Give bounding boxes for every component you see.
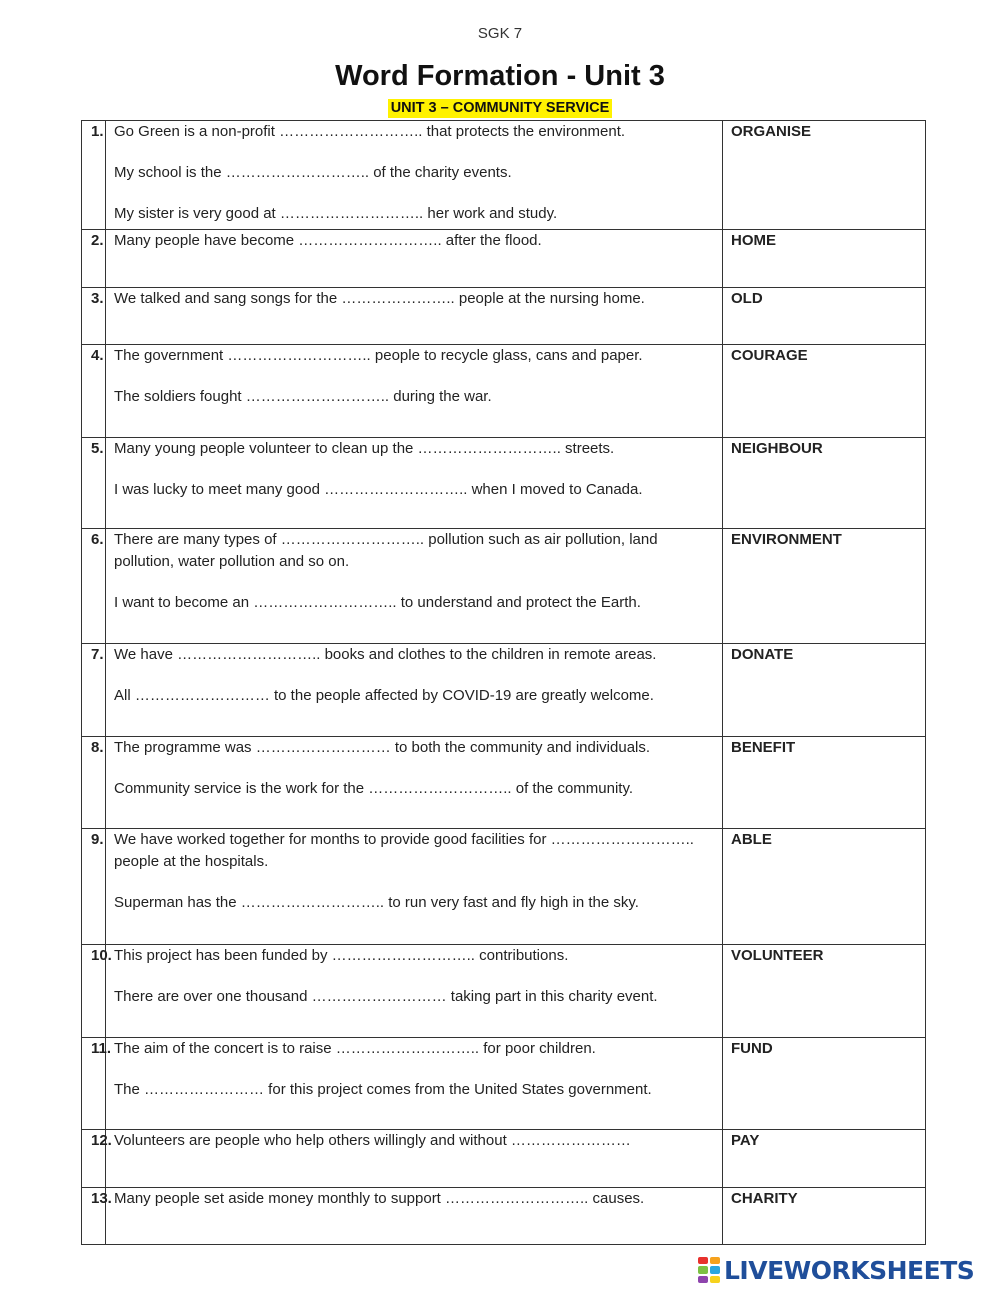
exercise-row xyxy=(82,529,926,644)
sentence-text: All ……………………… to the people affected by COVID-19 are greatly welcome. xyxy=(114,687,654,704)
sentence-text: Superman has the ……………………….. to run very fast and fly high in the sky. xyxy=(114,894,639,911)
exercise-row xyxy=(82,121,926,230)
logo-square xyxy=(710,1257,720,1264)
sentence-text: Many people set aside money monthly to support ……………………….. causes. xyxy=(114,1190,645,1207)
sentence-text: The soldiers fought ……………………….. during the war. xyxy=(114,388,492,405)
sentence-cell xyxy=(106,1188,723,1245)
sentence-text: There are over one thousand ……………………… taking part in this charity event. xyxy=(114,988,658,1005)
sentence-text: Go Green is a non-profit ……………………….. that protects the environment. xyxy=(114,123,626,140)
logo-square xyxy=(698,1276,708,1283)
root-word: VOLUNTEER xyxy=(723,945,926,1038)
question-number: 6. xyxy=(82,529,106,644)
logo-square xyxy=(698,1257,708,1264)
sentence-text: The programme was ……………………… to both the community and individuals. xyxy=(114,739,651,756)
sentence-cell xyxy=(106,644,723,737)
sentence-text: Many people have become ……………………….. after the flood. xyxy=(114,232,542,249)
question-number: 11. xyxy=(82,1038,106,1130)
exercise-row xyxy=(82,644,926,737)
root-word: NEIGHBOUR xyxy=(723,438,926,529)
root-word: CHARITY xyxy=(723,1188,926,1245)
question-number: 13. xyxy=(82,1188,106,1245)
sentence-text: Volunteers are people who help others willingly and without …………………… xyxy=(114,1132,631,1149)
logo-square xyxy=(710,1276,720,1283)
logo-icon xyxy=(698,1257,720,1283)
sentence-text: The …………………… for this project comes from the United States government. xyxy=(114,1081,652,1098)
liveworksheets-logo xyxy=(698,1256,974,1284)
root-word: BENEFIT xyxy=(723,737,926,829)
sentence-text: Community service is the work for the ……………………….. of the community. xyxy=(114,780,634,797)
sentence-text: I want to become an ……………………….. to understand and protect the Earth. xyxy=(114,594,641,611)
sentence-cell xyxy=(106,1038,723,1130)
logo-square xyxy=(698,1266,708,1273)
sentence-cell xyxy=(106,829,723,945)
page-title: Word Formation - Unit 3 xyxy=(335,60,665,92)
sentence-cell xyxy=(106,121,723,230)
sentence-text: I was lucky to meet many good ……………………….. when I moved to Canada. xyxy=(114,481,643,498)
sentence-text: We have ……………………….. books and clothes to the children in remote areas. xyxy=(114,646,657,663)
question-number: 2. xyxy=(82,230,106,288)
sentence-cell xyxy=(106,438,723,529)
question-number: 12. xyxy=(82,1130,106,1188)
exercise-row xyxy=(82,945,926,1038)
sentence-text: There are many types of ……………………….. pollution such as air pollution, land pollution, water pollution and so on. xyxy=(114,531,658,570)
exercise-row xyxy=(82,1188,926,1245)
exercise-row xyxy=(82,829,926,945)
question-number: 7. xyxy=(82,644,106,737)
exercise-row xyxy=(82,288,926,345)
root-word: PAY xyxy=(723,1130,926,1188)
question-number: 8. xyxy=(82,737,106,829)
sentence-text: We talked and sang songs for the ………………….. people at the nursing home. xyxy=(114,290,645,307)
question-number: 5. xyxy=(82,438,106,529)
sentence-cell xyxy=(106,230,723,288)
sentence-cell xyxy=(106,529,723,644)
subtitle-wrap xyxy=(0,99,1000,118)
exercise-row xyxy=(82,737,926,829)
course-label: SGK 7 xyxy=(477,25,523,42)
question-number: 3. xyxy=(82,288,106,345)
root-word: OLD xyxy=(723,288,926,345)
question-number: 10. xyxy=(82,945,106,1038)
root-word: DONATE xyxy=(723,644,926,737)
sentence-text: This project has been funded by ……………………….. contributions. xyxy=(114,947,569,964)
unit-subtitle: UNIT 3 – COMMUNITY SERVICE xyxy=(388,99,613,118)
sentence-text: My sister is very good at ……………………….. her work and study. xyxy=(114,205,558,222)
sentence-cell xyxy=(106,1130,723,1188)
question-number: 9. xyxy=(82,829,106,945)
sentence-text: My school is the ……………………….. of the charity events. xyxy=(114,164,512,181)
sentence-cell xyxy=(106,737,723,829)
question-number: 4. xyxy=(82,345,106,438)
sentence-text: Many young people volunteer to clean up the ……………………….. streets. xyxy=(114,440,615,457)
logo-text: LIVEWORKSHEETS xyxy=(724,1255,975,1285)
logo-square xyxy=(710,1266,720,1273)
root-word: ENVIRONMENT xyxy=(723,529,926,644)
root-word: COURAGE xyxy=(723,345,926,438)
sentence-cell xyxy=(106,288,723,345)
exercise-row xyxy=(82,1130,926,1188)
root-word: ABLE xyxy=(723,829,926,945)
exercise-row xyxy=(82,345,926,438)
root-word: ORGANISE xyxy=(723,121,926,230)
sentence-cell xyxy=(106,945,723,1038)
exercise-row xyxy=(82,230,926,288)
exercise-row xyxy=(82,438,926,529)
sentence-text: The government ……………………….. people to recycle glass, cans and paper. xyxy=(114,347,643,364)
root-word: FUND xyxy=(723,1038,926,1130)
sentence-cell xyxy=(106,345,723,438)
sentence-text: We have worked together for months to provide good facilities for ……………………….. people at the hospitals. xyxy=(114,831,694,870)
root-word: HOME xyxy=(723,230,926,288)
sentence-text: The aim of the concert is to raise ……………………….. for poor children. xyxy=(114,1040,596,1057)
exercise-row xyxy=(82,1038,926,1130)
exercise-table xyxy=(81,120,926,1245)
question-number: 1. xyxy=(82,121,106,230)
